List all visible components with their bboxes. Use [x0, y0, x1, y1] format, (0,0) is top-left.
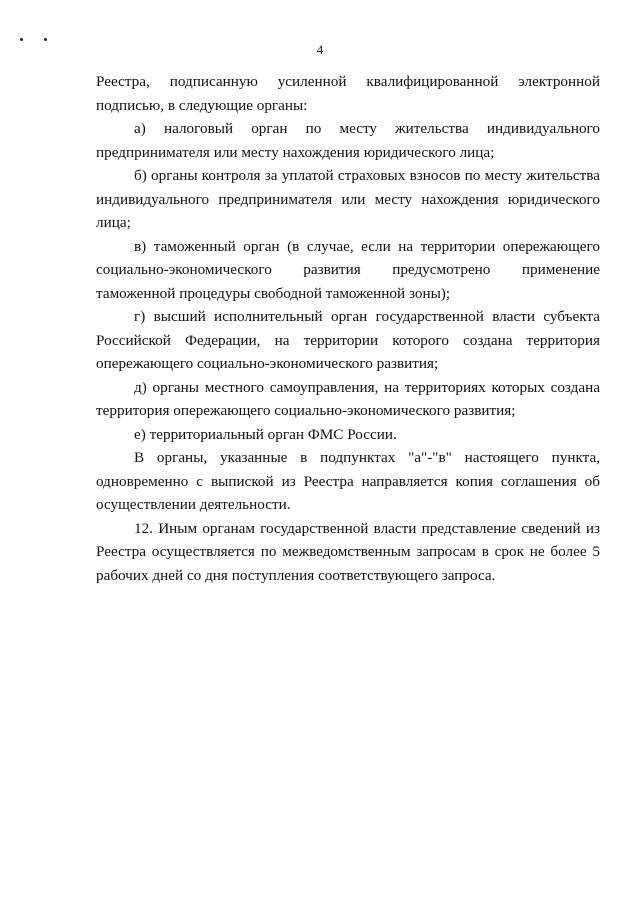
scan-speck: [20, 38, 23, 41]
list-item-g: г) высший исполнительный орган государственной власти субъекта Российской Федерации, на территории которого создана территория опережающего социально-экономического развития;: [96, 308, 600, 372]
paragraph-continuation: Реестра, подписанную усиленной квалифицированной электронной подписью, в следующие органы:: [96, 73, 600, 114]
list-item-b: б) органы контроля за уплатой страховых взносов по месту жительства индивидуального предпринимателя или месту нахождения юридического лица;: [96, 167, 600, 231]
list-item-e: е) территориальный орган ФМС России.: [134, 425, 397, 443]
document-body: [96, 70, 600, 587]
list-item-a: а) налоговый орган по месту жительства индивидуального предпринимателя или месту нахождения юридического лица;: [96, 120, 600, 161]
scan-speck: [44, 38, 47, 41]
list-item-v: в) таможенный орган (в случае, если на территории опережающего социально-экономического развития предусмотрено применение таможенной процедуры свободной таможенной зоны);: [96, 237, 600, 302]
page-number: 4: [316, 42, 324, 57]
paragraph-agreement-copy: В органы, указанные в подпунктах "а"-"в" настоящего пункта, одновременно с выпиской из Реестра направляется копия соглашения об осуществлении деятельности.: [96, 449, 600, 513]
list-item-d: д) органы местного самоуправления, на территориях которых создана территория опережающего социально-экономического развития;: [96, 378, 600, 419]
paragraph-item-12: 12. Иным органам государственной власти представление сведений из Реестра осуществляется по межведомственным запросам в срок не более 5 рабочих дней со дня поступления соответствующего запроса.: [96, 519, 600, 584]
